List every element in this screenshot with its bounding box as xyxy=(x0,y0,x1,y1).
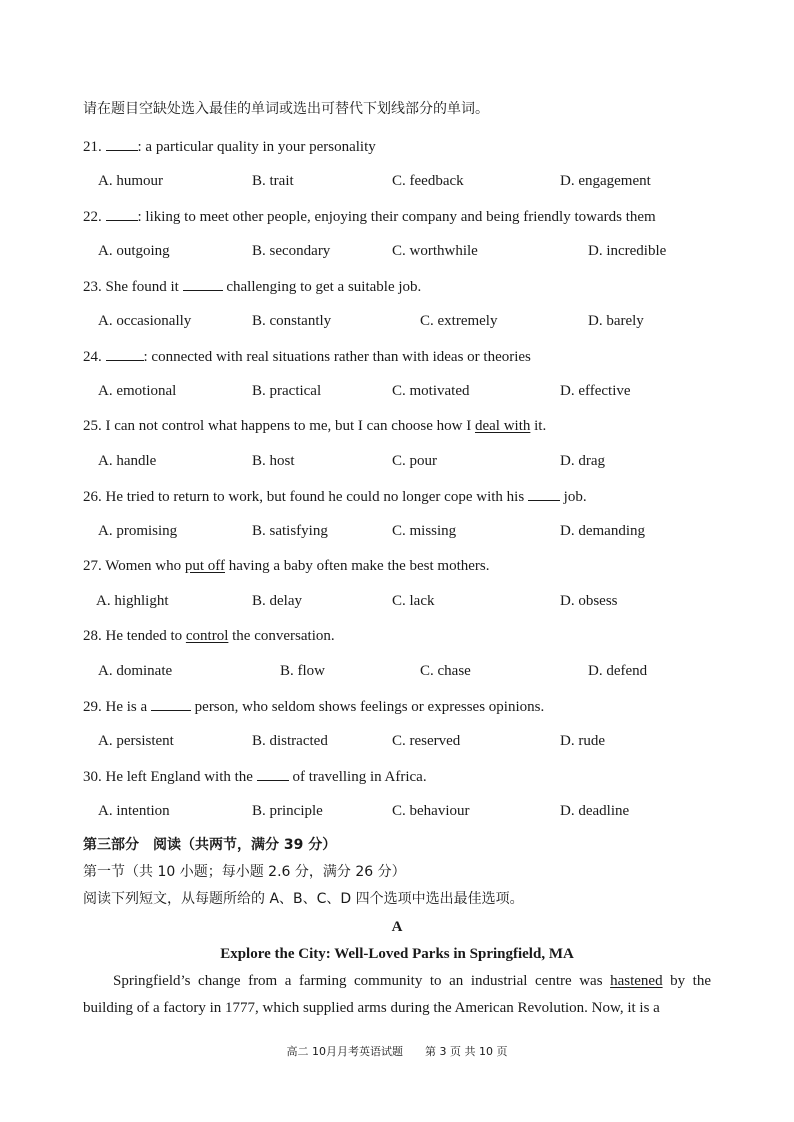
answer-blank xyxy=(106,346,144,361)
option-b: B. flow xyxy=(280,663,325,679)
passage-title: Explore the City: Well-Loved Parks in Springfield, MA xyxy=(220,946,574,962)
option-d: D. rude xyxy=(560,733,605,749)
option-c: C. reserved xyxy=(392,733,461,749)
option-b: B. distracted xyxy=(252,733,328,749)
question-number: 26. xyxy=(83,489,102,505)
question-number: 28. xyxy=(83,628,102,644)
option-a: A. highlight xyxy=(96,593,169,609)
option-a: A. emotional xyxy=(98,383,177,399)
question-number: 22. xyxy=(83,209,102,225)
question-number: 27. xyxy=(83,558,102,574)
option-c: C. feedback xyxy=(392,173,464,189)
answer-blank xyxy=(106,136,138,151)
option-a: A. persistent xyxy=(98,733,174,749)
question-text-end: job. xyxy=(563,489,587,505)
option-b: B. host xyxy=(252,453,295,469)
question-number: 23. xyxy=(83,279,102,295)
question-28 xyxy=(83,626,335,646)
option-c: C. missing xyxy=(392,523,457,539)
question-text: Women who xyxy=(105,558,182,574)
underlined-word: hastened xyxy=(610,973,663,989)
option-c: C. lack xyxy=(392,593,435,609)
option-c: C. pour xyxy=(392,453,437,469)
question-text: : connected with real situations rather than with ideas or theories xyxy=(143,349,531,365)
question-number: 25. xyxy=(83,418,102,434)
question-number: 21. xyxy=(83,139,102,155)
question-22 xyxy=(83,206,656,227)
question-text-end: the conversation. xyxy=(232,628,335,644)
option-b: B. satisfying xyxy=(252,523,328,539)
underlined-phrase: put off xyxy=(184,558,225,574)
question-text: He left England with the xyxy=(105,769,253,785)
option-c: C. motivated xyxy=(392,383,470,399)
option-d: D. deadline xyxy=(560,803,630,819)
underlined-phrase: deal with xyxy=(474,418,531,434)
question-text: : liking to meet other people, enjoying their company and being friendly towards them xyxy=(137,209,656,225)
answer-blank xyxy=(528,486,560,501)
option-a: A. dominate xyxy=(98,663,173,679)
option-d: D. drag xyxy=(560,453,605,469)
question-text-end: it. xyxy=(534,418,547,434)
question-26 xyxy=(83,486,587,507)
option-d: D. barely xyxy=(588,313,644,329)
passage-text: Springfield’s change from a farming community to an industrial centre was xyxy=(113,973,611,989)
question-30 xyxy=(83,766,427,787)
option-a: A. promising xyxy=(98,523,178,539)
option-c: C. chase xyxy=(420,663,471,679)
question-text: He is a xyxy=(105,699,148,715)
question-21 xyxy=(83,136,376,157)
underlined-phrase: control xyxy=(185,628,229,644)
passage-label: A xyxy=(391,919,403,935)
question-number: 24. xyxy=(83,349,102,365)
question-25 xyxy=(83,416,546,436)
option-b: B. principle xyxy=(252,803,323,819)
option-b: B. delay xyxy=(252,593,302,609)
section-directions: 阅读下列短文，从每题所给的 A、B、C、D 四个选项中选出最佳选项。 xyxy=(83,891,524,907)
question-27 xyxy=(83,556,490,576)
answer-blank xyxy=(257,766,289,781)
question-number: 29. xyxy=(83,699,102,715)
option-d: D. effective xyxy=(560,383,631,399)
question-text: She found it xyxy=(105,279,179,295)
option-a: A. handle xyxy=(98,453,157,469)
option-c: C. worthwhile xyxy=(392,243,478,259)
passage-paragraph xyxy=(83,968,711,1022)
option-a: A. intention xyxy=(98,803,170,819)
question-text-end: having a baby often make the best mothers. xyxy=(228,558,490,574)
passage-text-end: by the building of a factory in 1777, which supplied arms during the American Revolution. Now, it is a xyxy=(83,973,712,1016)
page-footer: 高二 10月月考英语试题 第 3 页 共 10 页 xyxy=(286,1045,508,1058)
option-c: C. extremely xyxy=(420,313,498,329)
option-d: D. defend xyxy=(588,663,648,679)
question-23 xyxy=(83,276,421,297)
instruction: 请在题目空缺处选入最佳的单词或选出可替代下划线部分的单词。 xyxy=(83,101,489,117)
question-text: He tended to xyxy=(105,628,183,644)
option-b: B. constantly xyxy=(252,313,332,329)
section-subheading: 第一节（共 10 小题；每小题 2.6 分，满分 26 分） xyxy=(83,864,406,880)
question-24 xyxy=(83,346,531,367)
question-text-end: of travelling in Africa. xyxy=(292,769,427,785)
question-text: : a particular quality in your personality xyxy=(137,139,376,155)
question-number: 30. xyxy=(83,769,102,785)
option-d: D. engagement xyxy=(560,173,651,189)
option-d: D. incredible xyxy=(588,243,667,259)
answer-blank xyxy=(183,276,223,291)
option-d: D. obsess xyxy=(560,593,618,609)
option-a: A. humour xyxy=(98,173,163,189)
option-c: C. behaviour xyxy=(392,803,470,819)
answer-blank xyxy=(151,696,191,711)
question-text: He tried to return to work, but found he could no longer cope with his xyxy=(105,489,525,505)
option-b: B. practical xyxy=(252,383,322,399)
question-text: I can not control what happens to me, but I can choose how I xyxy=(105,418,472,434)
option-b: B. trait xyxy=(252,173,294,189)
question-text-end: person, who seldom shows feelings or expresses opinions. xyxy=(194,699,545,715)
option-a: A. occasionally xyxy=(98,313,192,329)
option-b: B. secondary xyxy=(252,243,331,259)
answer-blank xyxy=(106,206,138,221)
section-heading: 第三部分 阅读（共两节，满分 39 分） xyxy=(83,837,337,853)
option-a: A. outgoing xyxy=(98,243,170,259)
question-text-end: challenging to get a suitable job. xyxy=(226,279,422,295)
option-d: D. demanding xyxy=(560,523,645,539)
question-29 xyxy=(83,696,544,717)
